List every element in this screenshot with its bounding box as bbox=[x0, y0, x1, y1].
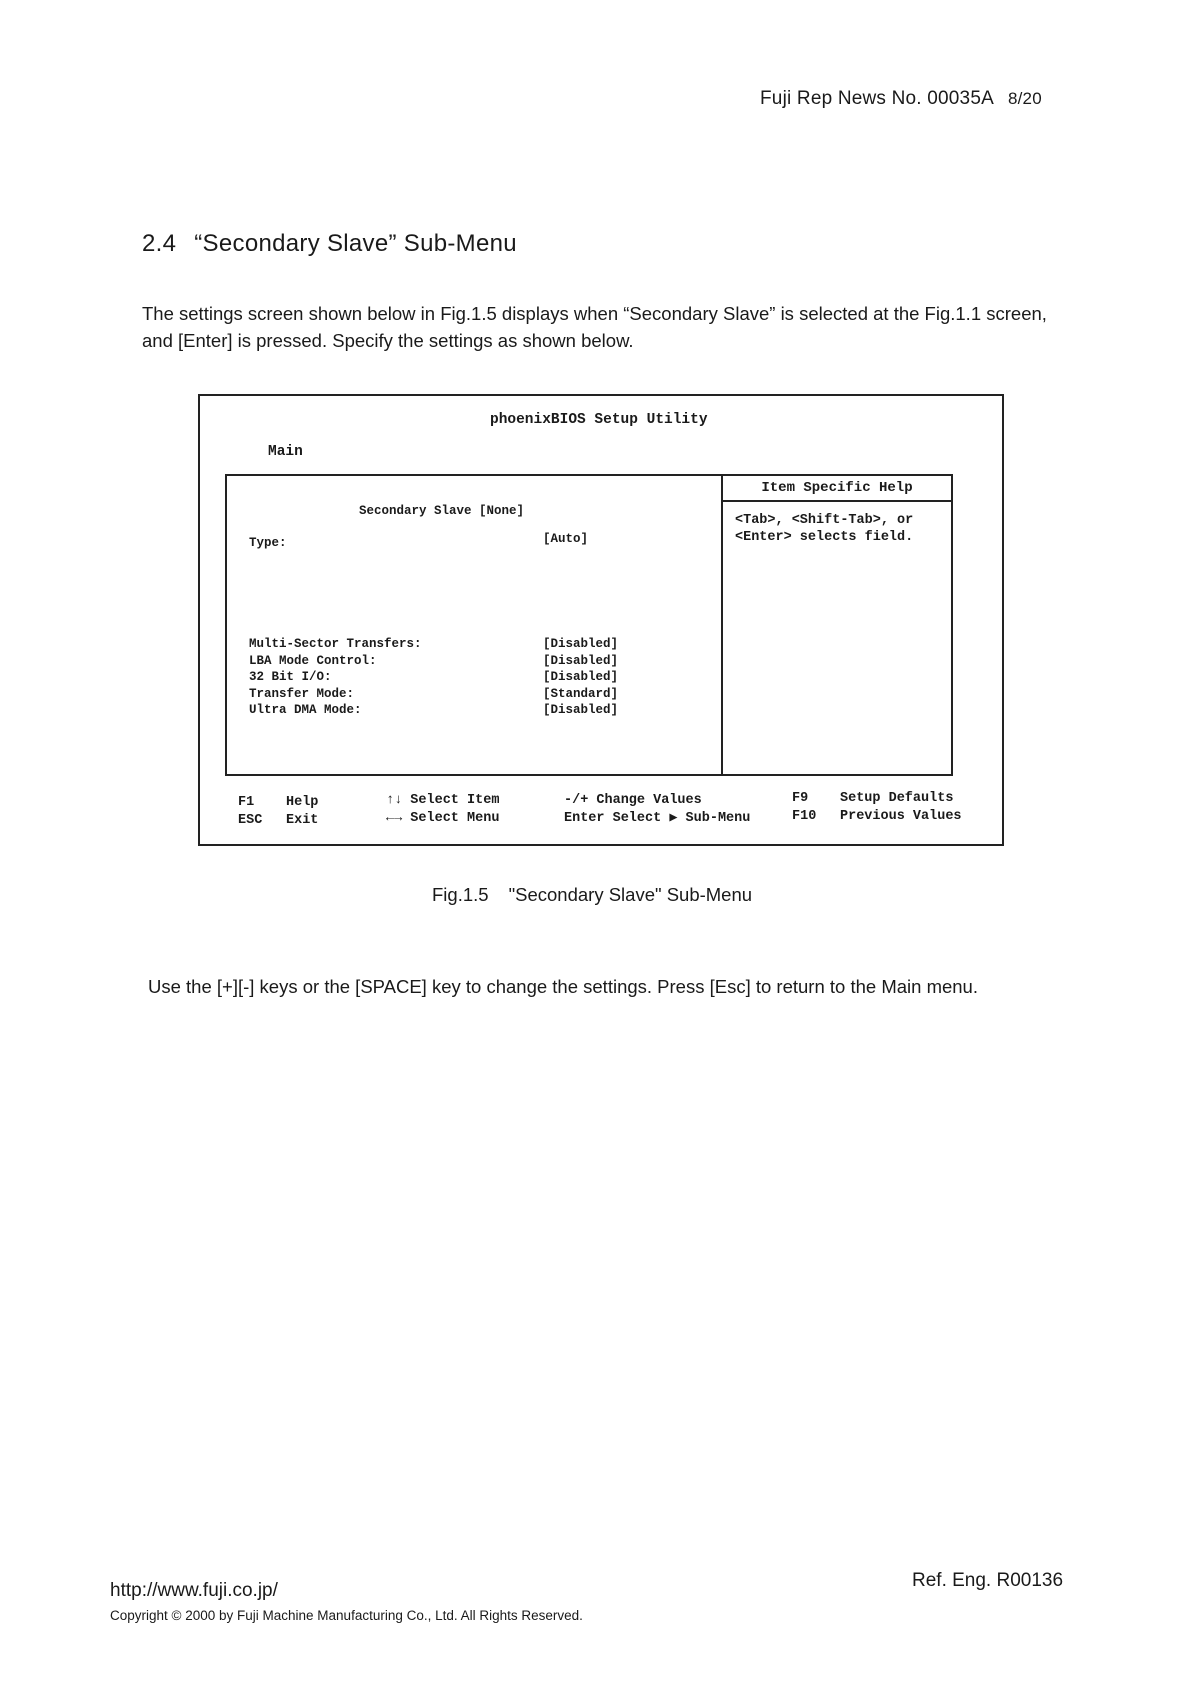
setting-label: LBA Mode Control: bbox=[249, 653, 377, 668]
key-f9: F9 bbox=[792, 791, 809, 806]
footer-labels-function bbox=[286, 794, 318, 830]
intro-paragraph: The settings screen shown below in Fig.1.5 displays when “Secondary Slave” is selected at the Fig.1.1 screen, and [Enter] is pressed. Specify the settings as shown below. bbox=[142, 303, 1047, 351]
setting-value[interactable]: [Disabled] bbox=[543, 703, 619, 717]
setting-value[interactable]: [Disabled] bbox=[543, 670, 619, 684]
select-menu-hint: ←→ Select Menu bbox=[386, 811, 500, 826]
bios-title: phoenixBIOS Setup Utility bbox=[490, 412, 708, 428]
change-values-hint: -/+ Change Values bbox=[564, 793, 702, 808]
type-label: Type: bbox=[249, 536, 287, 550]
page-header bbox=[760, 88, 1042, 110]
footer-keys-function bbox=[238, 794, 262, 830]
footer-reference: Ref. Eng. R00136 bbox=[912, 1570, 1064, 1591]
footer-keys-defaults bbox=[792, 790, 816, 826]
setting-value[interactable]: [Disabled] bbox=[543, 653, 619, 668]
panel-divider bbox=[721, 476, 723, 774]
setting-value[interactable]: [Standard] bbox=[543, 686, 619, 701]
instructions-paragraph: Use the [+][-] keys or the [SPACE] key to change the settings. Press [Esc] to return to the Main menu. bbox=[148, 976, 978, 997]
submenu-title: Secondary Slave [None] bbox=[359, 504, 525, 518]
type-value[interactable]: [Auto] bbox=[543, 532, 589, 546]
page-number: 8/20 bbox=[1007, 89, 1042, 108]
setting-label: 32 Bit I/O: bbox=[249, 670, 332, 684]
setting-label: Ultra DMA Mode: bbox=[249, 703, 362, 717]
footer-copyright: Copyright © 2000 by Fuji Machine Manufacturing Co., Ltd. All Rights Reserved. bbox=[110, 1608, 583, 1623]
key-f10: F10 bbox=[792, 809, 817, 824]
footer-url[interactable]: http://www.fuji.co.jp/ bbox=[110, 1580, 278, 1601]
footer-navigation bbox=[386, 792, 499, 828]
setup-defaults-action[interactable]: Setup Defaults bbox=[840, 791, 954, 806]
bios-menu-main[interactable]: Main bbox=[268, 444, 303, 460]
figure-caption bbox=[432, 884, 752, 906]
section-number: 2.4 bbox=[142, 230, 177, 257]
section-heading: “Secondary Slave” Sub-Menu bbox=[194, 230, 517, 257]
help-text: <Tab>, <Shift-Tab>, or <Enter> selects field. bbox=[735, 513, 914, 545]
publication-label: Fuji Rep News No. 00035A bbox=[760, 88, 994, 109]
key-esc: ESC bbox=[238, 813, 263, 828]
enter-submenu-hint: Enter Select ▶ Sub-Menu bbox=[564, 811, 751, 826]
previous-values-action[interactable]: Previous Values bbox=[840, 809, 962, 824]
setting-value[interactable]: [Disabled] bbox=[543, 637, 619, 651]
setting-label: Transfer Mode: bbox=[249, 686, 355, 701]
help-action[interactable]: Help bbox=[286, 795, 319, 810]
figure-label: Fig.1.5 bbox=[432, 884, 489, 905]
bios-settings-panel bbox=[225, 474, 953, 776]
help-header: Item Specific Help bbox=[723, 476, 951, 502]
footer-labels-defaults bbox=[840, 790, 962, 826]
exit-action[interactable]: Exit bbox=[286, 813, 319, 828]
setting-label: Multi-Sector Transfers: bbox=[249, 637, 422, 651]
figure-title: "Secondary Slave" Sub-Menu bbox=[508, 884, 753, 905]
key-f1: F1 bbox=[238, 795, 255, 810]
bios-screen bbox=[198, 394, 1004, 846]
section-title bbox=[142, 230, 517, 258]
select-item-hint: ↑↓ Select Item bbox=[386, 793, 500, 808]
footer-values bbox=[564, 792, 750, 828]
